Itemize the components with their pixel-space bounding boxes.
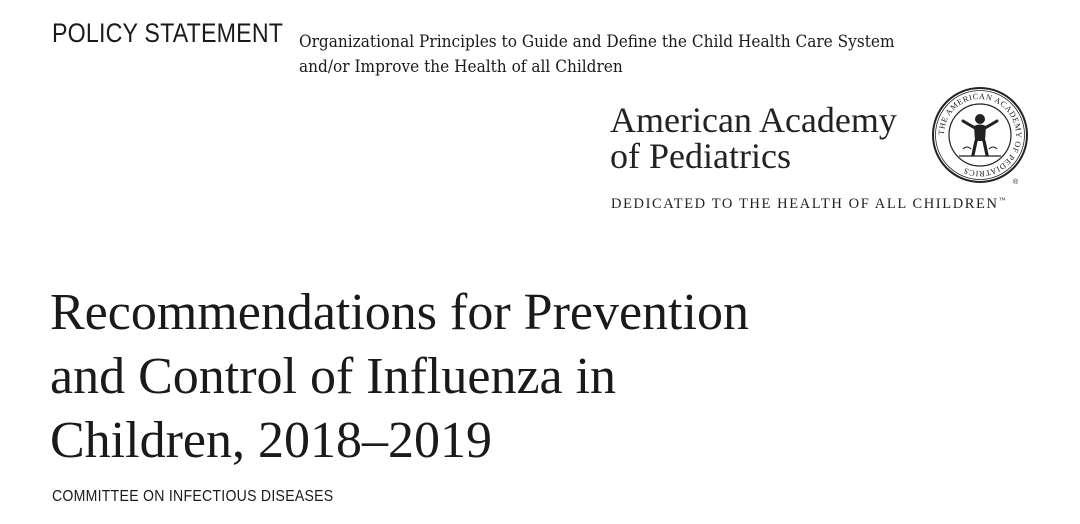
article-title-line-2: and Control of Influenza in [50, 348, 617, 405]
seal-child-figure [959, 114, 1001, 156]
article-title [50, 281, 749, 473]
seal-ring-textpath: THE AMERICAN ACADEMY OF PEDIATRICS [936, 91, 1024, 179]
organization-tagline [611, 196, 1005, 213]
document-type-label: POLICY STATEMENT [52, 18, 284, 48]
registered-mark: ® [1013, 179, 1019, 186]
subtitle-line-2: and/or Improve the Health of all Children [299, 57, 623, 76]
organization-name [610, 102, 897, 174]
author-committee: COMMITTEE ON INFECTIOUS DISEASES [52, 488, 334, 505]
subtitle-line-1: Organizational Principles to Guide and Define the Child Health Care System [299, 32, 895, 51]
organization-name-line-2: of Pediatrics [610, 136, 791, 176]
tagline-text: DEDICATED TO THE HEALTH OF ALL CHILDREN [611, 196, 999, 212]
document-subtitle [299, 29, 895, 79]
organization-name-line-1: American Academy [610, 100, 897, 140]
article-title-line-1: Recommendations for Prevention [50, 284, 749, 341]
article-title-line-3: Children, 2018–2019 [50, 412, 492, 469]
aap-seal-logo [925, 83, 1035, 187]
trademark-symbol: ™ [998, 196, 1006, 204]
